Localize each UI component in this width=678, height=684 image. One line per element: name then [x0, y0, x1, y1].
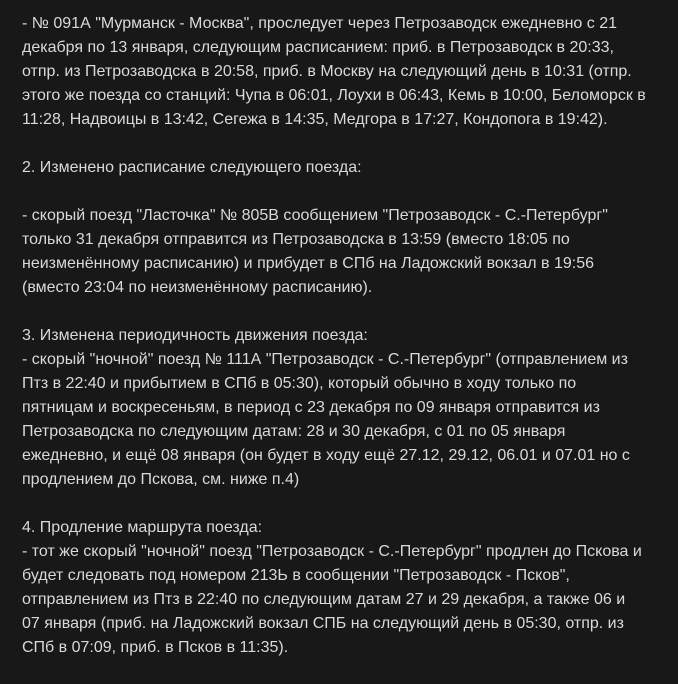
text-line: ежедневно, и ещё 08 января (он будет в ходу ещё 27.12, 29.12, 06.01 и 07.01 но с	[22, 447, 630, 464]
section-2-body	[22, 204, 662, 300]
text-line: только 31 декабря отправится из Петрозаводска в 13:59 (вместо 18:05 по	[22, 231, 570, 248]
text-line: - № 091А "Мурманск - Москва", проследует через Петрозаводск ежедневно с 21	[22, 15, 618, 32]
section-2-heading: 2. Изменено расписание следующего поезда:	[22, 159, 362, 176]
text-line: СПб в 07:09, приб. в Псков в 11:35).	[22, 639, 289, 656]
train-091a-paragraph	[22, 0, 662, 132]
text-line: Птз в 22:40 и прибытием в СПб в 05:30), который обычно в ходу только по	[22, 375, 577, 392]
text-line: 11:28, Надвоицы в 13:42, Сегежа в 14:35, Медгора в 17:27, Кондопога в 19:42).	[22, 111, 608, 128]
section-3	[22, 324, 662, 492]
text-line: отпр. из Петрозаводска в 20:58, приб. в Москву на следующий день в 10:31 (отпр.	[22, 63, 632, 80]
section-3-heading: 3. Изменена периодичность движения поезда:	[22, 327, 368, 344]
section-4-heading: 4. Продление маршрута поезда:	[22, 519, 263, 536]
text-line: продлением до Пскова, см. ниже п.4)	[22, 471, 300, 488]
text-line: неизменённому расписанию) и прибудет в СПб на Ладожский вокзал в 19:56	[22, 255, 594, 272]
text-line: Петрозаводска по следующим датам: 28 и 30 декабря, с 01 по 05 января	[22, 423, 566, 440]
text-line: - тот же скорый "ночной" поезд "Петрозаводск - С.-Петербург" продлен до Пскова и	[22, 543, 642, 560]
text-line: этого же поезда со станций: Чупа в 06:01, Лоухи в 06:43, Кемь в 10:00, Беломорск в	[22, 87, 646, 104]
text-line: - скорый "ночной" поезд № 111А "Петрозаводск - С.-Петербург" (отправлением из	[22, 351, 628, 368]
text-line: будет следовать под номером 213Ь в сообщении "Петрозаводск - Псков",	[22, 567, 570, 584]
text-line: (вместо 23:04 по неизменённому расписанию).	[22, 279, 373, 296]
text-line: 07 января (приб. на Ладожский вокзал СПБ на следующий день в 05:30, отпр. из	[22, 615, 624, 632]
section-2-heading-paragraph	[22, 156, 662, 180]
text-line: декабря по 13 января, следующим расписанием: приб. в Петрозаводск в 20:33,	[22, 39, 614, 56]
text-line: пятницам и воскресеньям, в период с 23 декабря по 09 января отправится из	[22, 399, 600, 416]
text-line: - скорый поезд "Ласточка" № 805В сообщением "Петрозаводск - С.-Петербург"	[22, 207, 608, 224]
section-4	[22, 516, 662, 660]
text-line: отправлением из Птз в 22:40 по следующим датам 27 и 29 декабря, а также 06 и	[22, 591, 626, 608]
message-text	[22, 0, 662, 684]
